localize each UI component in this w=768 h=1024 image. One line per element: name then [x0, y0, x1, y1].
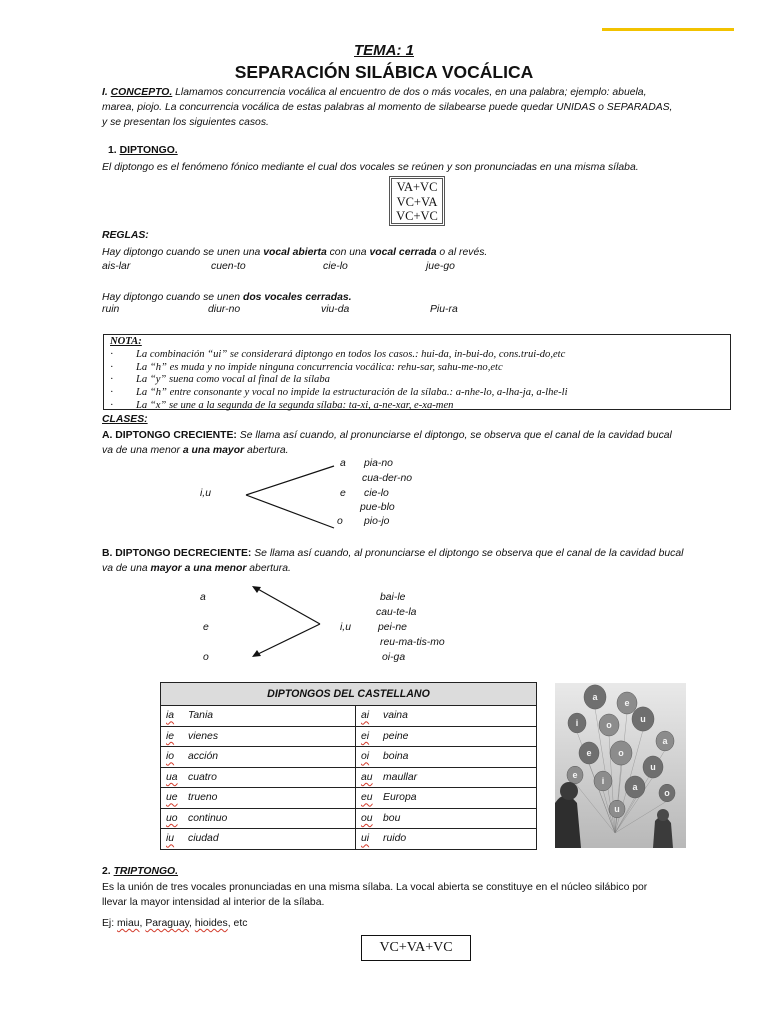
- concepto-paragraph: [102, 85, 742, 130]
- decreciente-word: cau-te-la: [376, 607, 417, 618]
- balloon-letter: e: [572, 770, 578, 780]
- formula-item: VC+VA: [396, 194, 438, 209]
- concepto-num: I.: [102, 87, 108, 98]
- rule-1-example: ais-lar: [102, 261, 131, 272]
- diptongo-num: 1.: [108, 145, 117, 156]
- arrow-line: [256, 588, 320, 624]
- diphthong-key: ei: [361, 730, 370, 742]
- table-row: [161, 747, 537, 768]
- rule-1-example: cie-lo: [323, 261, 348, 272]
- table-cell: [161, 767, 356, 788]
- diphthong-example: peine: [383, 730, 409, 742]
- balloon-letter: i: [575, 718, 579, 728]
- diphthong-key: ai: [361, 710, 370, 722]
- triptongo-line2: llevar la mayor intensidad al interior de la sílaba.: [102, 897, 325, 908]
- examples-sep: ,: [139, 918, 146, 929]
- examples-end: , etc: [227, 918, 248, 929]
- triptongo-formula-box: VC+VA+VC: [361, 935, 471, 961]
- table-row: [161, 788, 537, 809]
- nota-item: [110, 362, 724, 375]
- triptongo-num: 2.: [102, 866, 111, 877]
- diptongo-title: DIPTONGO.: [119, 145, 178, 156]
- diphthong-key: oi: [361, 751, 370, 763]
- diphthong-example: vienes: [188, 730, 219, 742]
- arrow-line: [246, 466, 334, 495]
- nota-item-text: La “h” es muda y no impide ninguna concurrencia vocálica: rehu-sar, sahu-me-no,etc: [136, 361, 503, 373]
- concepto-line1: Llamamos concurrencia vocálica al encuentro de dos o más vocales, en una palabra; ejemplo: abuela,: [175, 87, 647, 98]
- table-cell: [161, 706, 356, 727]
- decreciente-vowel: o: [203, 652, 209, 663]
- balloon-letter: o: [664, 788, 670, 798]
- diphthong-key: ua: [166, 771, 178, 783]
- nota-item-text: La “x” se une a la segunda de la segunda sílaba: ta-xi, a-ne-xar, e-xa-men: [136, 399, 454, 411]
- decreciente-word: bai-le: [380, 592, 406, 603]
- creciente-word: cie-lo: [364, 488, 389, 499]
- creciente-word: pue-blo: [360, 502, 395, 513]
- diptongo-heading: [108, 145, 178, 156]
- decreciente-label: B. DIPTONGO DECRECIENTE:: [102, 548, 252, 559]
- creciente-arrows: [240, 462, 340, 534]
- balloon-letter: a: [632, 782, 638, 792]
- creciente-text: abertura.: [244, 445, 289, 456]
- diphthong-key: ui: [361, 833, 370, 845]
- diphthong-key: ia: [166, 710, 175, 722]
- table-body: [161, 706, 537, 850]
- creciente-vowel: a: [340, 458, 346, 469]
- nota-box: [103, 334, 731, 410]
- nota-bullet: ·: [110, 361, 114, 373]
- child-right-head: [657, 809, 669, 821]
- nota-bullet: ·: [110, 387, 114, 399]
- diphthong-key: eu: [361, 792, 373, 804]
- balloon-letter: a: [592, 692, 598, 702]
- rule-2-example: Piu-ra: [430, 304, 458, 315]
- creciente-text: va de una menor: [102, 445, 183, 456]
- nota-bullet: ·: [110, 374, 114, 386]
- table-cell: [161, 788, 356, 809]
- rule-1-bold-b: vocal cerrada: [369, 247, 437, 258]
- creciente-vowel: e: [340, 488, 346, 499]
- decreciente-word: pei-ne: [378, 622, 407, 633]
- decreciente-word: oi-ga: [382, 652, 406, 663]
- table-cell: [356, 706, 537, 727]
- decreciente-vowel: a: [200, 592, 206, 603]
- concepto-line3: y se presentan los siguientes casos.: [102, 117, 269, 128]
- diphthong-example: cuatro: [188, 771, 217, 783]
- balloon-letter: o: [618, 748, 624, 758]
- table-row: [161, 706, 537, 727]
- diphthong-example: bou: [383, 812, 401, 824]
- table-cell: [161, 747, 356, 768]
- table-header: DIPTONGOS DEL CASTELLANO: [161, 683, 537, 706]
- examples-sep: ,: [189, 918, 195, 929]
- balloon-letter: u: [614, 804, 620, 814]
- diphthong-key: au: [361, 771, 373, 783]
- diphthong-key: uo: [166, 812, 178, 824]
- diphthong-example: ruido: [383, 833, 407, 845]
- child-left-head: [560, 782, 578, 800]
- diphthong-example: continuo: [188, 812, 228, 824]
- table-row: [161, 808, 537, 829]
- nota-item: [110, 400, 724, 413]
- nota-item-text: La “h” entre consonante y vocal no impide la estructuración de la sílaba.: a-nhe-lo, a-lha-ja, a-lhe-li: [136, 387, 568, 399]
- diphthong-example: ciudad: [188, 833, 219, 845]
- table-cell: [356, 767, 537, 788]
- decreciente-text: Se llama así cuando, al pronunciarse el diptongo se observa que el canal de la cavidad bucal: [251, 548, 684, 559]
- arrow-line: [256, 624, 320, 655]
- diptongo-definition: El diptongo es el fenómeno fónico mediante el cual dos vocales se reúnen y son pronunciadas en una misma sílaba.: [102, 162, 639, 173]
- creciente-word: pio-jo: [364, 516, 390, 527]
- balloon-letter: a: [662, 736, 668, 746]
- table-cell: [356, 808, 537, 829]
- table-cell: [356, 829, 537, 850]
- nota-bullet: ·: [110, 399, 114, 411]
- diphthong-example: maullar: [383, 771, 418, 783]
- table-cell: [356, 788, 537, 809]
- diphthong-example: acción: [188, 751, 219, 763]
- decreciente-word: reu-ma-tis-mo: [380, 637, 445, 648]
- triptongo-heading: [102, 866, 178, 877]
- rule-2-text: Hay diptongo cuando se unen: [102, 292, 243, 303]
- formula-item: VC+VC: [396, 209, 438, 223]
- triptongo-title: TRIPTONGO.: [113, 866, 179, 877]
- rule-1-bold-a: vocal abierta: [263, 247, 327, 258]
- arrow-line: [246, 495, 334, 528]
- table-cell: [356, 726, 537, 747]
- rule-1-text: Hay diptongo cuando se unen una: [102, 247, 264, 258]
- nota-item: [110, 349, 724, 362]
- reglas-heading: REGLAS:: [102, 230, 149, 241]
- creciente-vowel: o: [337, 516, 343, 527]
- balloons-photo: [555, 683, 686, 848]
- creciente-paragraph: [102, 428, 742, 458]
- triptongo-paragraph: [102, 880, 742, 910]
- table-cell: [356, 747, 537, 768]
- table-row: [161, 829, 537, 850]
- example-word: Paraguay: [145, 918, 190, 929]
- rule-2-example: viu-da: [321, 304, 350, 315]
- rule-1: [102, 245, 742, 260]
- diphthong-example: Europa: [383, 792, 417, 804]
- diphthong-example: boina: [383, 751, 409, 763]
- decreciente-arrows: [248, 582, 324, 662]
- example-word: miau: [117, 918, 140, 929]
- balloon-letter: u: [650, 762, 656, 772]
- table-cell: [161, 829, 356, 850]
- balloon-letter: o: [606, 720, 612, 730]
- decreciente-text: va de una: [102, 563, 151, 574]
- creciente-text: Se llama así cuando, al pronunciarse el diptongo, se observa que el canal de la cavidad bucal: [236, 430, 672, 441]
- creciente-word: pia-no: [364, 458, 393, 469]
- decreciente-vowel: e: [203, 622, 209, 633]
- balloon-letter: e: [586, 748, 592, 758]
- decreciente-paragraph: [102, 546, 742, 576]
- rule-2-bold: dos vocales cerradas.: [242, 292, 352, 303]
- decreciente-bold: mayor a una menor: [150, 563, 247, 574]
- nota-item-text: La “y” suena como vocal al final de la sílaba: [136, 374, 330, 386]
- balloon-letter: u: [640, 714, 646, 724]
- rule-2: [102, 290, 742, 305]
- table-row: [161, 767, 537, 788]
- decreciente-text: abertura.: [246, 563, 291, 574]
- nota-item-text: La combinación “ui” se considerará diptongo en todos los casos.: hui-da, in-bui-do, cons.trui-do,etc: [136, 348, 566, 360]
- tema-label: TEMA: 1: [354, 42, 414, 59]
- diphthong-key: iu: [166, 833, 175, 845]
- diptongo-formula-box: [389, 176, 445, 226]
- nota-item: [110, 387, 724, 400]
- concepto-label: CONCEPTO.: [110, 87, 173, 98]
- diphthong-key: ue: [166, 792, 178, 804]
- rule-1-text: o al revés.: [436, 247, 488, 258]
- balloon-letter: i: [601, 776, 605, 786]
- diphthong-key: io: [166, 751, 175, 763]
- concepto-line2: marea, piojo. La concurrencia vocálica de estas palabras al momento de silabearse puede quedar UNIDAS o SEPARADAS,: [102, 102, 673, 113]
- diphthong-example: Tania: [188, 710, 214, 722]
- example-word: hioides: [194, 918, 228, 929]
- rule-1-text: con una: [326, 247, 370, 258]
- nota-heading: NOTA:: [110, 336, 142, 347]
- diphthong-key: ou: [361, 812, 373, 824]
- decreciente-source: i,u: [340, 622, 351, 633]
- diptongos-table: [160, 682, 537, 850]
- rule-2-example: ruin: [102, 304, 120, 315]
- creciente-bold: a una mayor: [182, 445, 245, 456]
- rule-1-example: jue-go: [426, 261, 455, 272]
- creciente-word: cua-der-no: [362, 473, 413, 484]
- balloon-letter: e: [624, 698, 630, 708]
- triptongo-examples: [102, 918, 247, 929]
- diphthong-example: trueno: [188, 792, 218, 804]
- formula-item: VA+VC: [396, 180, 438, 194]
- creciente-source: i,u: [200, 488, 211, 499]
- rule-2-example: diur-no: [208, 304, 241, 315]
- rule-1-example: cuen-to: [211, 261, 246, 272]
- table-row: [161, 726, 537, 747]
- creciente-label: A. DIPTONGO CRECIENTE:: [102, 430, 237, 441]
- nota-bullet: ·: [110, 348, 114, 360]
- table-cell: [161, 808, 356, 829]
- diphthong-key: ie: [166, 730, 175, 742]
- nota-item: [110, 374, 724, 387]
- table-cell: [161, 726, 356, 747]
- clases-heading: CLASES:: [102, 414, 148, 425]
- examples-label: Ej:: [102, 918, 118, 929]
- triptongo-line1: Es la unión de tres vocales pronunciadas en una misma sílaba. La vocal abierta se constituye en el núcleo silábico por: [102, 882, 648, 893]
- top-accent-line: [602, 28, 734, 31]
- diphthong-example: vaina: [383, 710, 408, 722]
- page-title: SEPARACIÓN SILÁBICA VOCÁLICA: [234, 62, 534, 82]
- formula-list: [391, 178, 443, 224]
